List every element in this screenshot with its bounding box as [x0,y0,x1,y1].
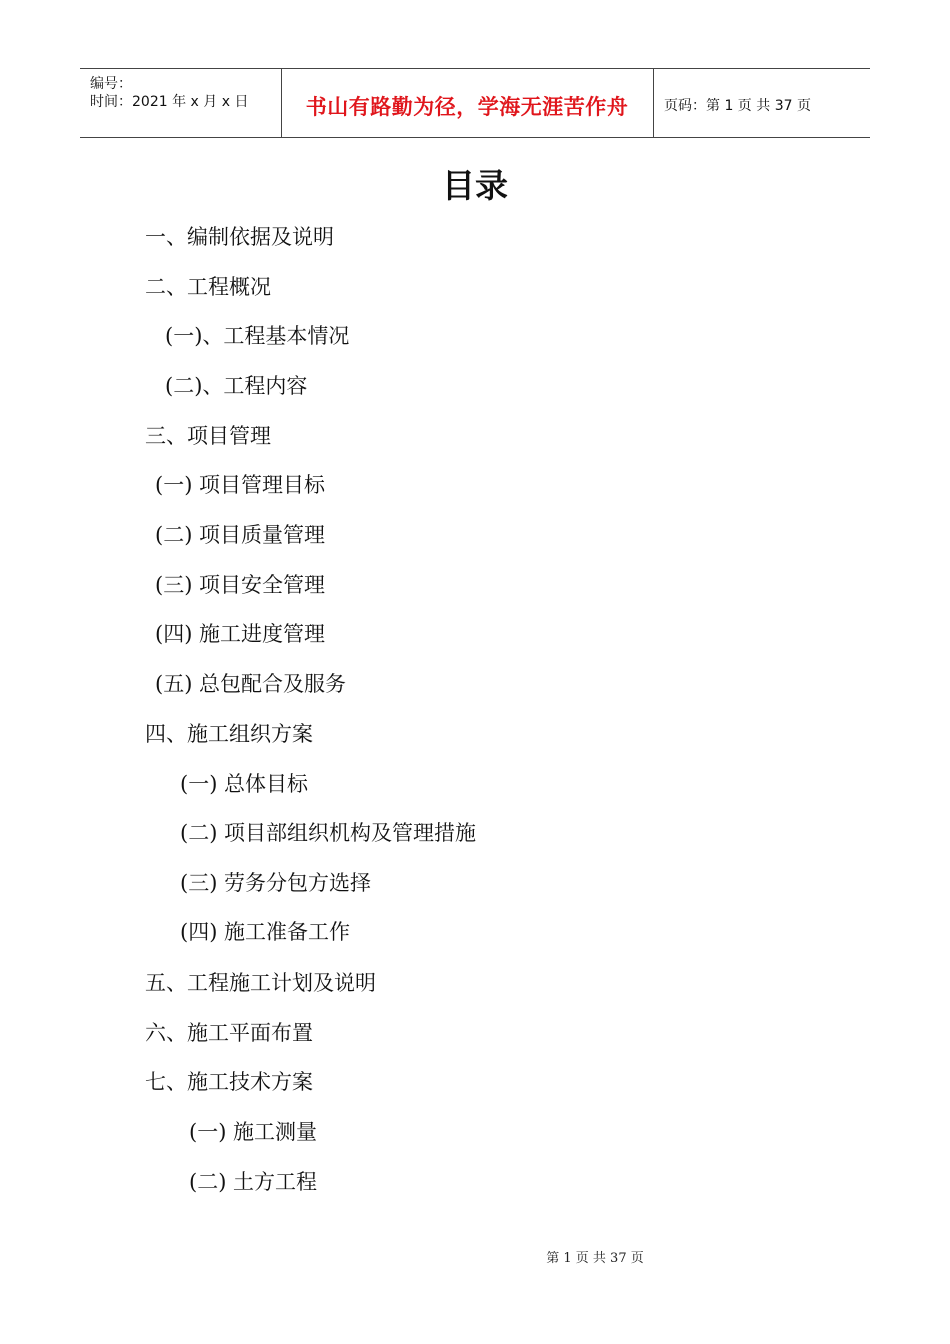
header-motto: 书山有路勤为径，学海无涯苦作舟 [305,95,629,119]
toc-item[interactable]: (四) 施工进度管理 [155,622,326,646]
toc-item[interactable]: (一) 施工测量 [189,1120,318,1144]
page-title: 目录 [442,166,508,205]
header-middle-cell [281,69,654,137]
toc-item[interactable]: (二)、工程内容 [165,374,308,398]
page-footer: 第 1 页 共 37 页 [546,1251,644,1266]
toc-item[interactable]: (三) 项目安全管理 [155,573,326,597]
toc-item[interactable]: (一) 总体目标 [180,772,309,796]
toc-item[interactable]: (二) 土方工程 [189,1170,318,1194]
toc-item[interactable]: (一)、工程基本情况 [165,324,350,348]
toc-item[interactable]: (五) 总包配合及服务 [155,672,347,696]
toc-item[interactable]: 三、项目管理 [145,424,271,448]
toc-item[interactable]: (一) 项目管理目标 [155,473,326,497]
document-number-label: 编号： [90,76,132,92]
toc-item[interactable]: (二) 项目部组织机构及管理措施 [180,821,477,845]
toc-item[interactable]: (三) 劳务分包方选择 [180,871,372,895]
header-right-cell [654,69,870,137]
header-table [80,68,870,138]
document-date-label: 时间：2021 年 x 月 x 日 [90,94,249,110]
header-left-cell [80,69,282,137]
toc-item[interactable]: (四) 施工准备工作 [180,920,351,944]
toc-item[interactable]: 六、施工平面布置 [145,1021,313,1045]
toc-item[interactable]: 一、编制依据及说明 [145,225,334,249]
toc-item[interactable]: 五、工程施工计划及说明 [145,971,376,995]
toc-item[interactable]: 七、施工技术方案 [145,1070,313,1094]
toc-item[interactable]: (二) 项目质量管理 [155,523,326,547]
header-page-info: 页码：第 1 页 共 37 页 [664,98,811,114]
toc-item[interactable]: 二、工程概况 [145,275,271,299]
toc-item[interactable]: 四、施工组织方案 [145,722,313,746]
